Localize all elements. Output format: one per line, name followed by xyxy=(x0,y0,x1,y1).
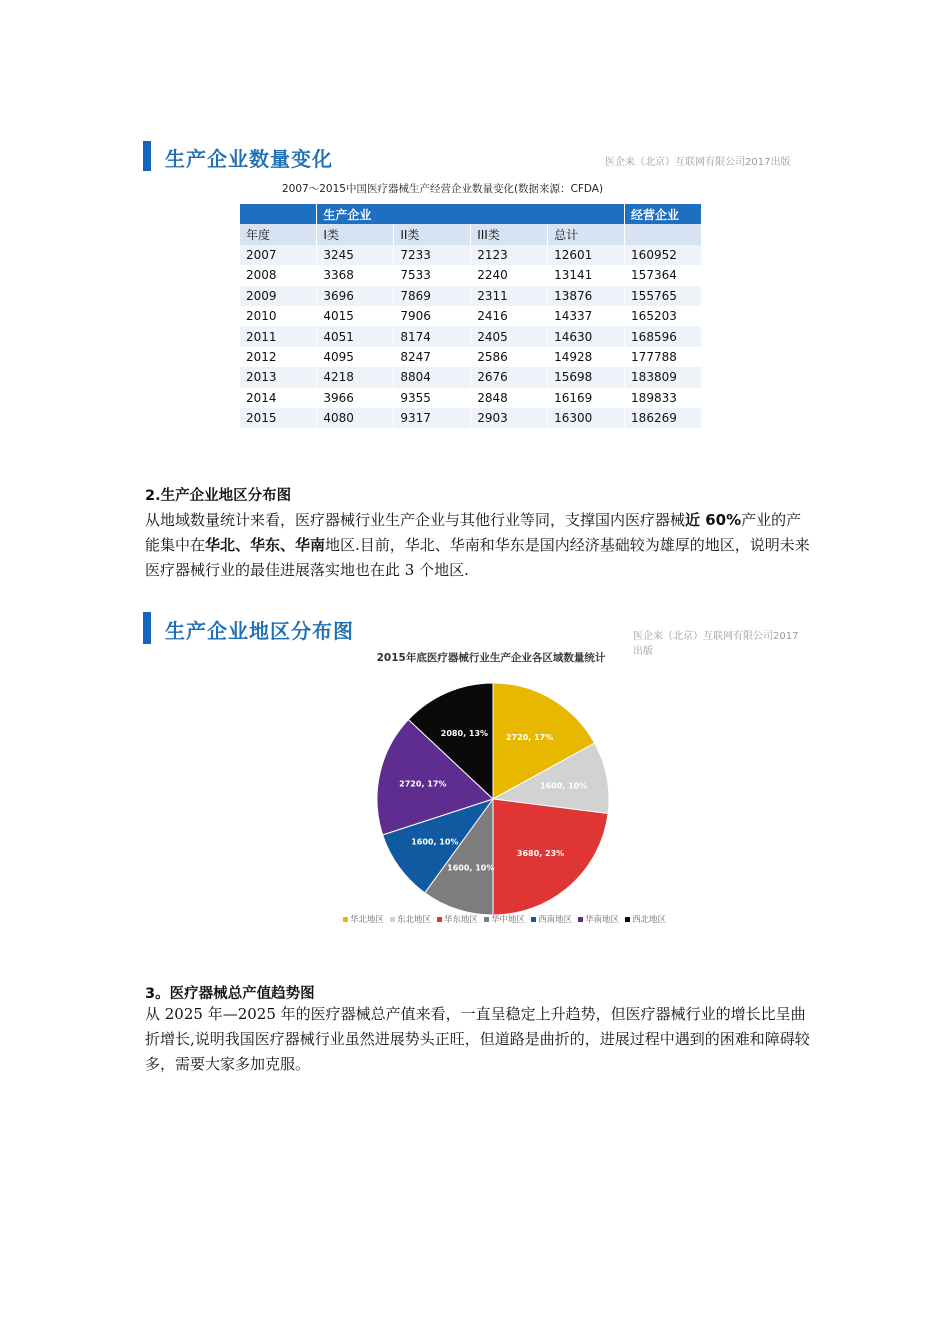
paragraph-text: 产业的产能集中在 xyxy=(145,511,802,554)
legend-item xyxy=(390,913,431,925)
table-column-header: III类 xyxy=(471,224,548,244)
legend-label: 东北地区 xyxy=(397,915,432,925)
pie-data-label: 1600, 10% xyxy=(411,837,459,847)
table-row xyxy=(240,326,702,346)
table-cell: 2013 xyxy=(240,367,317,387)
figure-region-distribution xyxy=(143,610,803,930)
table-cell: 8804 xyxy=(394,367,471,387)
table-cell: 3245 xyxy=(317,245,394,265)
table-group-header: 经营企业 xyxy=(625,204,702,224)
section-heading: 3。医疗器械总产值趋势图 xyxy=(145,986,315,1002)
figure-credit: 医企来（北京）互联网有限公司2017出版 xyxy=(605,157,791,168)
legend-label: 华中地区 xyxy=(491,915,526,925)
table-cell: 155765 xyxy=(625,286,702,306)
section-heading: 2.生产企业地区分布图 xyxy=(145,488,292,504)
legend-swatch xyxy=(437,917,442,922)
legend-label: 华东地区 xyxy=(444,915,479,925)
legend-item xyxy=(578,913,619,925)
pie-data-label: 2720, 17% xyxy=(399,779,447,789)
table-cell: 4080 xyxy=(317,408,394,428)
table-caption: 2007～2015中国医疗器械生产经营企业数量变化(数据来源：CFDA) xyxy=(282,183,604,195)
table-cell: 14630 xyxy=(548,326,625,346)
section-paragraph xyxy=(145,508,810,583)
table-cell: 13876 xyxy=(548,286,625,306)
figure-enterprise-count xyxy=(143,137,803,447)
table-cell: 2011 xyxy=(240,326,317,346)
table-cell: 2311 xyxy=(471,286,548,306)
figure-title-bar xyxy=(143,141,151,171)
table-cell: 168596 xyxy=(625,326,702,346)
section-paragraph: 从 2025 年—2025 年的医疗器械总产值来看，一直呈稳定上升趋势，但医疗器械行业的增长比呈曲折增长,说明我国医疗器械行业虽然进展势头正旺，但道路是曲折的，进展过程中遇到的困难和障碍较多，需要大家多加克服。 xyxy=(145,1005,810,1073)
table-cell: 157364 xyxy=(625,265,702,285)
table-cell: 14928 xyxy=(548,347,625,367)
table-cell: 2848 xyxy=(471,388,548,408)
table-row xyxy=(240,286,702,306)
table-cell: 14337 xyxy=(548,306,625,326)
legend-label: 华南地区 xyxy=(585,915,620,925)
table-row xyxy=(240,347,702,367)
table-cell: 13141 xyxy=(548,265,625,285)
chart-title: 2015年底医疗器械行业生产企业各区域数量统计 xyxy=(376,652,606,664)
table-group-header: 生产企业 xyxy=(317,204,625,224)
table-cell: 2008 xyxy=(240,265,317,285)
table-cell: 2015 xyxy=(240,408,317,428)
table-cell: 2240 xyxy=(471,265,548,285)
table-cell: 2586 xyxy=(471,347,548,367)
table-header-row xyxy=(240,224,702,244)
table-cell: 4095 xyxy=(317,347,394,367)
table-cell: 2009 xyxy=(240,286,317,306)
table-cell: 2416 xyxy=(471,306,548,326)
pie-data-label: 2720, 17% xyxy=(505,733,554,743)
table-cell: 2405 xyxy=(471,326,548,346)
table-cell: 4051 xyxy=(317,326,394,346)
table-group-header-row xyxy=(240,204,702,224)
table-cell: 2014 xyxy=(240,388,317,408)
table-cell: 7869 xyxy=(394,286,471,306)
table-column-header: 年度 xyxy=(240,224,317,244)
table-column-header: 总计 xyxy=(548,224,625,244)
legend-swatch xyxy=(484,917,489,922)
table-cell: 9317 xyxy=(394,408,471,428)
table-column-header: II类 xyxy=(394,224,471,244)
legend-swatch xyxy=(578,917,583,922)
table-header-blank xyxy=(240,204,317,224)
table-cell: 15698 xyxy=(548,367,625,387)
table-column-header xyxy=(625,224,702,244)
pie-data-label: 2080, 13% xyxy=(440,728,489,738)
table-cell: 16169 xyxy=(548,388,625,408)
emphasis-text: 华北、华东、华南 xyxy=(205,536,326,554)
table-row xyxy=(240,245,702,265)
table-cell: 2676 xyxy=(471,367,548,387)
table-cell: 12601 xyxy=(548,245,625,265)
legend-item xyxy=(484,913,525,925)
pie-data-label: 3680, 23% xyxy=(516,848,565,858)
legend-swatch xyxy=(531,917,536,922)
table-cell: 165203 xyxy=(625,306,702,326)
legend-item xyxy=(625,913,666,925)
table-row xyxy=(240,265,702,285)
table-cell: 186269 xyxy=(625,408,702,428)
table-cell: 160952 xyxy=(625,245,702,265)
figure-credit: 医企来（北京）互联网有限公司2017出版 xyxy=(633,631,799,657)
table-cell: 9355 xyxy=(394,388,471,408)
legend-swatch xyxy=(343,917,348,922)
legend-label: 华北地区 xyxy=(350,915,385,925)
table-cell: 2903 xyxy=(471,408,548,428)
paragraph-text: 地区.目前，华北、华南和华东是国内经济基础较为雄厚的地区，说明未来医疗器械行业的最佳进展落实地也在此 3 个地区. xyxy=(145,536,810,579)
pie-chart xyxy=(143,610,803,930)
table-column-header: I类 xyxy=(317,224,394,244)
table-row xyxy=(240,408,702,428)
table-cell: 4015 xyxy=(317,306,394,326)
table-row xyxy=(240,388,702,408)
legend-label: 西北地区 xyxy=(632,915,667,925)
emphasis-text: 近 60% xyxy=(685,511,742,529)
table-cell: 16300 xyxy=(548,408,625,428)
legend-label: 西南地区 xyxy=(538,915,573,925)
legend-item xyxy=(437,913,478,925)
table-cell: 2012 xyxy=(240,347,317,367)
table-cell: 2010 xyxy=(240,306,317,326)
table-cell: 8247 xyxy=(394,347,471,367)
paragraph-text: 从地域数量统计来看，医疗器械行业生产企业与其他行业等同，支撑国内医疗器械 xyxy=(145,511,686,529)
table-cell: 7906 xyxy=(394,306,471,326)
table-cell: 189833 xyxy=(625,388,702,408)
table-cell: 3966 xyxy=(317,388,394,408)
table-cell: 2007 xyxy=(240,245,317,265)
table-cell: 183809 xyxy=(625,367,702,387)
chart-legend xyxy=(343,913,666,925)
figure-title: 生产企业地区分布图 xyxy=(165,619,354,643)
legend-item xyxy=(343,913,384,925)
table-row xyxy=(240,306,702,326)
table-cell: 3696 xyxy=(317,286,394,306)
table-cell: 8174 xyxy=(394,326,471,346)
table-cell: 7233 xyxy=(394,245,471,265)
pie-data-label: 1600, 10% xyxy=(447,863,495,873)
enterprise-count-table xyxy=(240,204,702,428)
table-cell: 2123 xyxy=(471,245,548,265)
table-cell: 4218 xyxy=(317,367,394,387)
legend-swatch xyxy=(390,917,395,922)
table-cell: 177788 xyxy=(625,347,702,367)
table-cell: 7533 xyxy=(394,265,471,285)
figure-title: 生产企业数量变化 xyxy=(165,147,333,171)
table-row xyxy=(240,367,702,387)
pie-data-label: 1600, 10% xyxy=(540,781,588,791)
legend-swatch xyxy=(625,917,630,922)
table-cell: 3368 xyxy=(317,265,394,285)
legend-item xyxy=(531,913,572,925)
